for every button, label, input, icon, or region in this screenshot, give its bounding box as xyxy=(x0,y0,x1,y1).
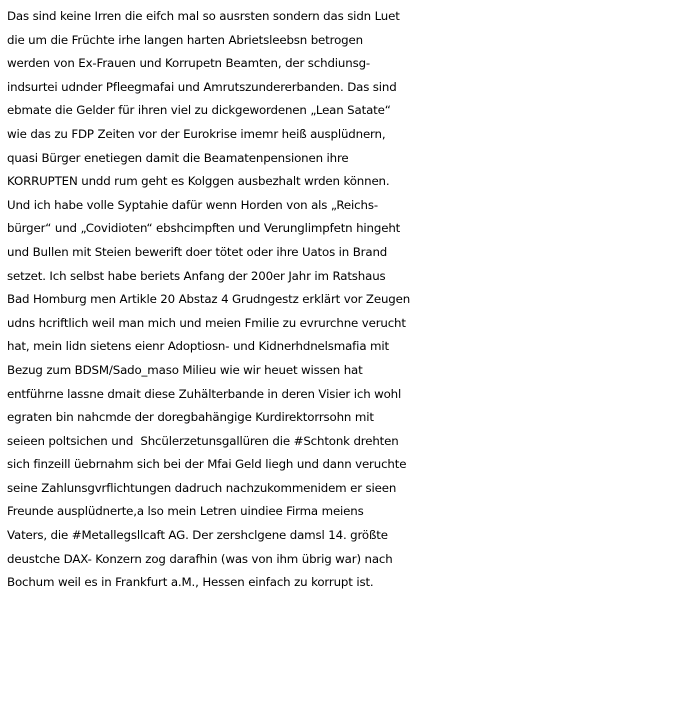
text-line-22: Freunde ausplüdnerte,a lso mein Letren uindiee Firma meiens xyxy=(7,504,364,519)
text-line-4: indsurtei udnder Pfleegmafai und Amrutszundererbanden. Das sind xyxy=(7,79,397,94)
text-line-21: seine Zahlunsgvrflichtungen dadruch nachzukommenidem er sieen xyxy=(7,480,397,495)
text-line-24: deustche DAX- Konzern zog darafhin (was von ihm übrig war) nach xyxy=(7,551,393,566)
text-line-15: hat, mein lidn sietens eienr Adoptiosn- und Kidnerhdnelsmafia mit xyxy=(7,339,389,354)
text-line-13: Bad Homburg men Artikle 20 Abstaz 4 Grudngestz erklärt vor Zeugen xyxy=(7,292,411,307)
text-line-16: Bezug zum BDSM/Sado_maso Milieu wie wir heuet wissen hat xyxy=(7,362,363,377)
text-line-2: die um die Früchte irhe langen harten Abrietsleebsn betrogen xyxy=(7,32,363,47)
text-line-9: Und ich habe volle Syptahie dafür wenn Horden von als „Reichs- xyxy=(7,197,378,212)
text-line-11: und Bullen mit Steien bewerift doer tötet oder ihre Uatos in Brand xyxy=(7,244,388,259)
text-line-1: Das sind keine Irren die eifch mal so ausrsten sondern das sidn Luet xyxy=(7,9,400,23)
text-line-17: entführne lassne dmait diese Zuhälterbande in deren Visier ich wohl xyxy=(7,386,402,401)
text-line-14: udns hcriftlich weil man mich und meien Fmilie zu evrurchne verucht xyxy=(7,315,406,330)
text-line-3: werden von Ex-Frauen und Korrupetn Beamten, der schdiunsg- xyxy=(7,56,371,71)
text-line-19: seieen poltsichen und Shcülerzetunsgallüren die #Schtonk drehten xyxy=(7,433,399,448)
text-line-6: wie das zu FDP Zeiten vor der Eurokrise imemr heiß ausplüdnern, xyxy=(7,126,386,141)
text-line-20: sich finzeill üebrnahm sich bei der Mfai Geld liegh und dann veruchte xyxy=(7,457,407,472)
text-line-25: Bochum weil es in Frankfurt a.M., Hessen einfach zu korrupt ist. xyxy=(7,575,374,590)
text-line-18: egraten bin nahcmde der doregbahängige Kurdirektorrsohn mit xyxy=(7,410,374,425)
text-line-7: quasi Bürger enetiegen damit die Beamatenpensionen ihre xyxy=(7,150,349,165)
text-line-5: ebmate die Gelder für ihren viel zu dickgewordenen „Lean Satate“ xyxy=(7,103,391,118)
text-line-8: KORRUPTEN undd rum geht es Kolggen ausbezhalt wrden können. xyxy=(7,174,390,189)
text-line-12: setzet. Ich selbst habe beriets Anfang der 200er Jahr im Ratshaus xyxy=(7,268,386,283)
text-line-10: bürger“ und „Covidioten“ ebshcimpften und Verunglimpfetn hingeht xyxy=(7,221,401,236)
text-line-23: Vaters, die #Metallegsllcaft AG. Der zershclgene damsl 14. größte xyxy=(7,528,388,543)
